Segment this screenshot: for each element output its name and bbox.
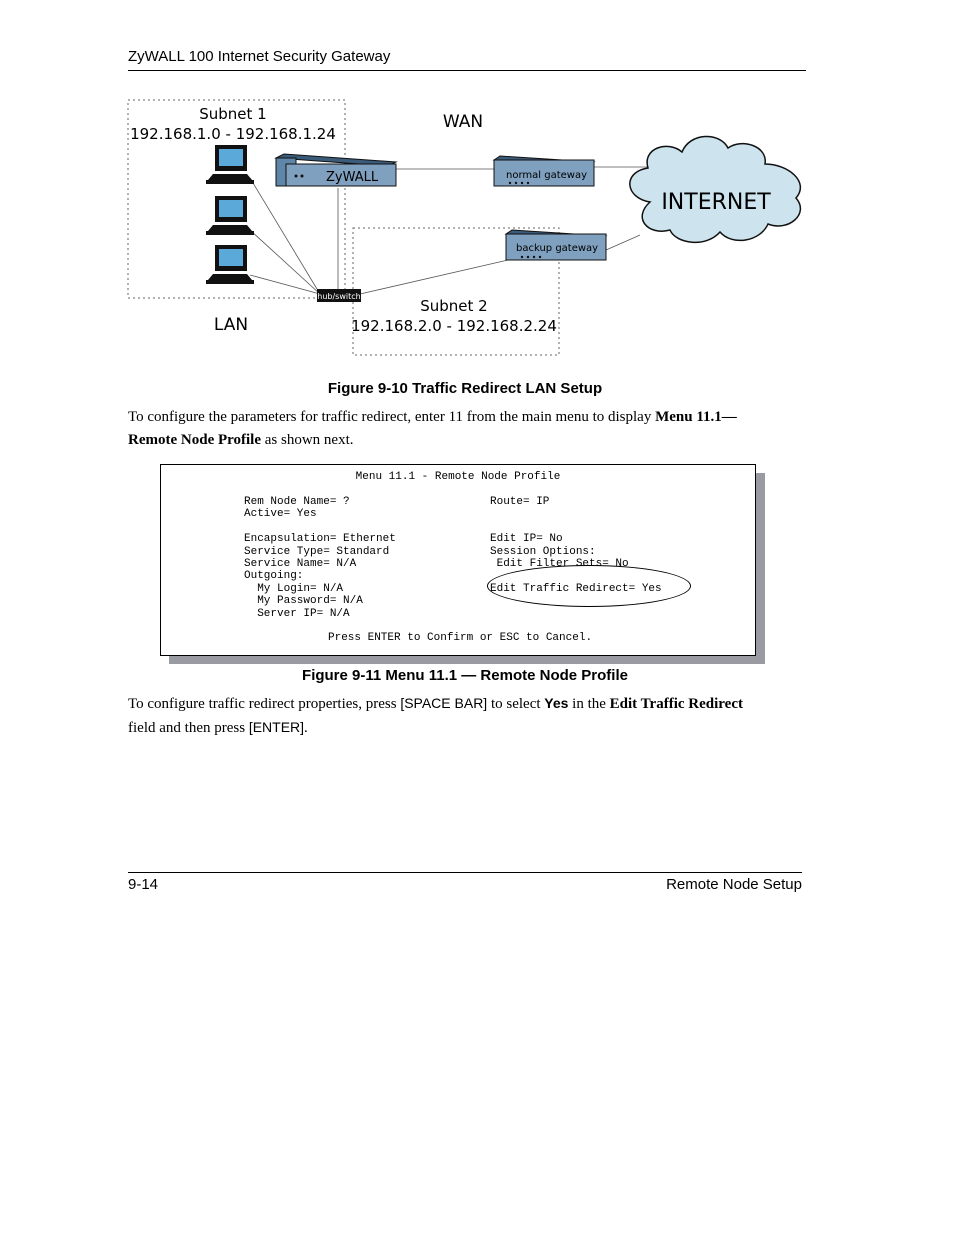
menu-left-line: Service Type= Standard <box>244 545 390 558</box>
menu-footer: Press ENTER to Confirm or ESC to Cancel. <box>328 632 593 644</box>
menu-right-line: Route= IP <box>490 496 550 508</box>
paragraph-text: To configure the parameters for traffic redirect, enter 11 from the main menu to display <box>128 409 656 425</box>
paragraph-text: as shown next. <box>261 432 354 448</box>
key-name: [ENTER] <box>248 719 305 735</box>
menu-reference: Remote Node Profile <box>128 432 262 448</box>
menu-left-line: Outgoing: <box>244 570 304 583</box>
paragraph-intro <box>128 406 808 452</box>
menu-left-line: Active= Yes <box>244 508 317 521</box>
section-name: Remote Node Setup <box>666 876 802 893</box>
computer-icon <box>206 196 254 235</box>
header-title: ZyWALL 100 Internet Security Gateway <box>128 48 391 65</box>
subnet2-range: 192.168.2.0 - 192.168.2.24 <box>351 317 557 335</box>
terminal-menu-screen <box>160 464 756 656</box>
menu-right-line: Session Options: <box>490 545 596 558</box>
menu-reference: Menu 11.1— <box>655 409 737 425</box>
paragraph-text: . <box>304 720 308 736</box>
paragraph-text: To configure traffic redirect properties, press <box>128 696 401 712</box>
figure-caption: Figure 9-11 Menu 11.1 — Remote Node Profile <box>302 667 628 684</box>
menu-right-line: Edit Traffic Redirect= Yes <box>490 582 662 595</box>
menu-left-line: Rem Node Name= ? <box>244 496 350 508</box>
menu-right-line: Edit Filter Sets= No <box>490 558 629 570</box>
menu-left-line: Encapsulation= Ethernet <box>244 533 396 546</box>
internet-cloud-icon <box>630 136 801 242</box>
page-number: 9-14 <box>128 876 159 893</box>
subnet1-range: 192.168.1.0 - 192.168.1.24 <box>130 125 336 143</box>
zywall-label: ZyWALL <box>326 170 379 185</box>
value-name: Yes <box>544 695 569 711</box>
menu-left-line: Service Name= N/A <box>244 558 357 570</box>
paragraph-text: in the <box>568 696 610 712</box>
internet-label: INTERNET <box>661 190 771 215</box>
lan-label: LAN <box>213 315 249 335</box>
normal-gateway-device <box>494 156 594 186</box>
computer-icon <box>206 245 254 284</box>
figure-caption: Figure 9-10 Traffic Redirect LAN Setup <box>327 380 603 397</box>
menu-right-line: Edit IP= No <box>490 533 563 546</box>
subnet2-title: Subnet 2 <box>420 297 488 315</box>
menu-left-line: My Login= N/A <box>244 582 344 595</box>
computer-icon <box>206 145 254 184</box>
network-diagram <box>120 90 810 370</box>
page-footer <box>128 872 802 895</box>
page-header <box>128 48 806 71</box>
subnet1-title: Subnet 1 <box>199 105 267 123</box>
menu-left-line: My Password= N/A <box>244 595 363 608</box>
backup-gateway-label: backup gateway <box>516 243 599 254</box>
normal-gateway-label: normal gateway <box>506 170 587 181</box>
key-name: [SPACE BAR] <box>400 695 488 711</box>
field-name: Edit Traffic Redirect <box>609 696 743 712</box>
hub-switch-label: hub/switch <box>317 292 361 301</box>
hub-switch-device <box>317 289 361 302</box>
backup-gateway-device <box>506 230 606 260</box>
paragraph-text: to select <box>487 696 545 712</box>
menu-title: Menu 11.1 - Remote Node Profile <box>355 471 561 483</box>
paragraph-instructions <box>128 692 808 740</box>
paragraph-text: field and then press <box>128 720 249 736</box>
zywall-device <box>276 154 396 186</box>
menu-left-line: Server IP= N/A <box>244 607 350 620</box>
wan-label: WAN <box>442 112 484 132</box>
